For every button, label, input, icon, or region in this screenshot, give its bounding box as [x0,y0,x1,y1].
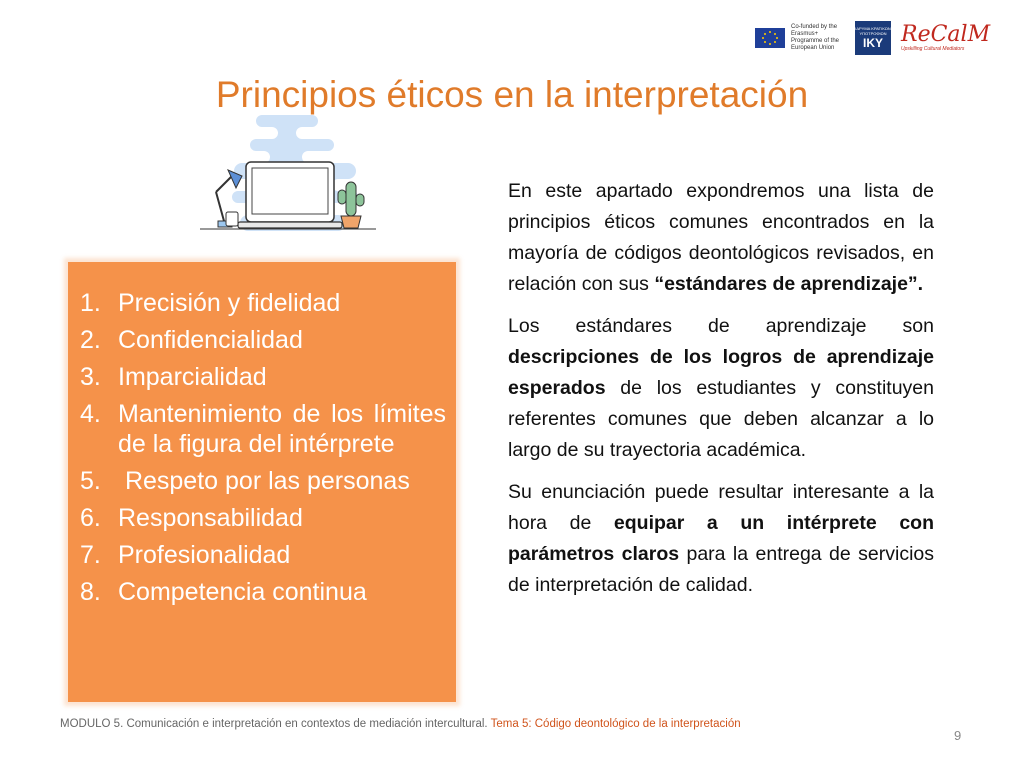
paragraph-intro: En este apartado expondremos una lista de principios éticos comunes encontrados en la mayoría de códigos deontológicos revisados, en relación con sus “estándares de aprendizaje”. [508,180,934,295]
principles-box [68,262,456,702]
iky-logo: ΙΔΡΥΜΑ ΚΡΑΤΙΚΩΝ ΥΠΟΤΡΟΦΙΩΝ IKY [855,21,891,55]
principles-list [80,288,446,614]
header-logos [755,20,990,56]
list-item: 1. Precisión y fidelidad [80,289,341,317]
list-item: 7. Profesionalidad [80,541,291,569]
eu-flag-icon [755,28,785,48]
eu-funding-label: Co-funded by the Erasmus+ Programme of the European Union [791,24,840,51]
paragraph-utility: Su enunciación puede resultar interesante a la hora de equipar a un intérprete con parámetros claros para la entrega de servicios de interpretación de calidad. [508,481,934,596]
list-item: 6. Responsabilidad [80,504,303,532]
list-item: 8. Competencia continua [80,578,367,606]
laptop-desk-illustration-icon [198,112,378,262]
list-item: 4. Mantenimiento de los límites de la figura del intérprete [80,400,446,458]
footer-module: MODULO 5. Comunicación e interpretación en contextos de mediación intercultural. [60,718,488,730]
list-item: 5. Respeto por las personas [80,467,410,495]
page-number: 9 [954,728,962,743]
list-item: 3. Imparcialidad [80,363,267,391]
body-text [508,176,934,612]
recalm-logo: ReCalM Upskilling Cultural Mediators [901,22,991,52]
paragraph-standards: Los estándares de aprendizaje son descripciones de los logros de aprendizaje esperados de los estudiantes y constituyen referentes comunes que deben alcanzar a lo largo de su trayectoria académica. [508,315,934,461]
footer [60,718,741,730]
footer-topic: Tema 5: Código deontológico de la interpretación [490,718,741,730]
list-item: 2. Confidencialidad [80,326,303,354]
slide-title: Principios éticos en la interpretación [215,74,809,115]
